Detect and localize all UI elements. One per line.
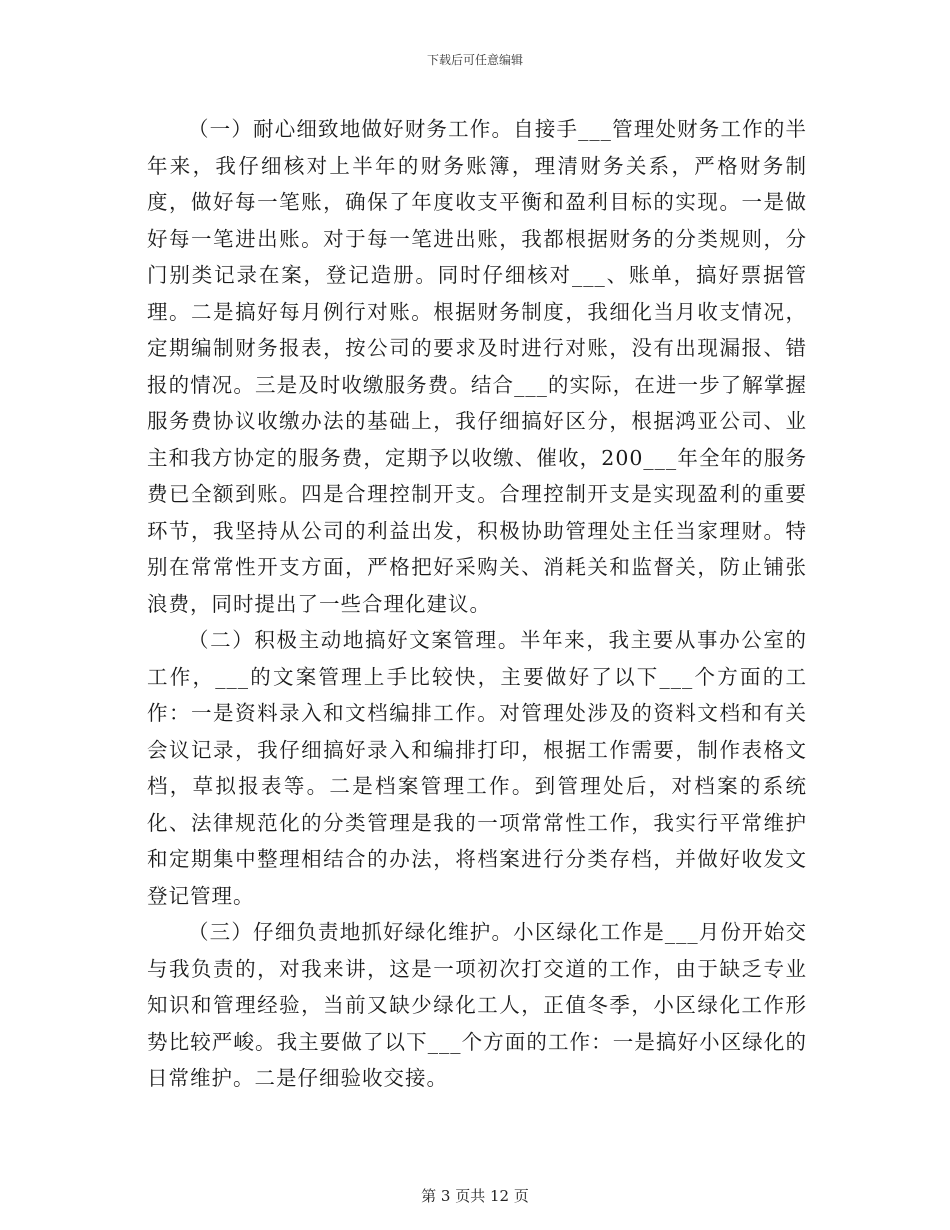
page-header: 下载后可任意编辑 [426,53,523,67]
page-number-footer: 第 3 页共 12 页 [421,1187,529,1205]
paragraph-finance-work: （一）耐心细致地做好财务工作。自接手___管理处财务工作的半年来，我仔细核对上半年的财务账簿，理清财务关系，严格财务制度，做好每一笔账，确保了年度收支平衡和盈利目标的实现。一是做好每一笔进出账。对于每一笔进出账，我都根据财务的分类规则，分门别类记录在案，登记造册。同时仔细核对___、账单，搞好票据管理。二是搞好每月例行对账。根据财务制度，我细化当月收支情况，定期编制财务报表，按公司的要求及时进行对账，没有出现漏报、错报的情况。三是及时收缴服务费。结合___的实际，在进一步了解掌握服务费协议收缴办法的基础上，我仔细搞好区分，根据鸿亚公司、业主和我方协定的服务费，定期予以收缴、催收，200___年全年的服务费已全额到账。四是合理控制开支。合理控制开支是实现盈利的重要环节，我坚持从公司的利益出发，积极协助管理处主任当家理财。特别在常常性开支方面，严格把好采购关、消耗关和监督关，防止铺张浪费，同时提出了一些合理化建议。 [147,117,807,616]
document-body [147,111,807,1097]
paragraph-document-management: （二）积极主动地搞好文案管理。半年来，我主要从事办公室的工作，___的文案管理上手比较快，主要做好了以下___个方面的工作：一是资料录入和文档编排工作。对管理处涉及的资料文档和有关会议记录，我仔细搞好录入和编排打印，根据工作需要，制作表格文档，草拟报表等。二是档案管理工作。到管理处后，对档案的系统化、法律规范化的分类管理是我的一项常常性工作，我实行平常维护和定期集中整理相结合的办法，将档案进行分类存档，并做好收发文登记管理。 [147,628,807,908]
paragraph-greening-maintenance: （三）仔细负责地抓好绿化维护。小区绿化工作是___月份开始交与我负责的，对我来讲，这是一项初次打交道的工作，由于缺乏专业知识和管理经验，当前又缺少绿化工人，正值冬季，小区绿化工作形势比较严峻。我主要做了以下___个方面的工作：一是搞好小区绿化的日常维护。二是仔细验收交接。 [147,920,807,1090]
